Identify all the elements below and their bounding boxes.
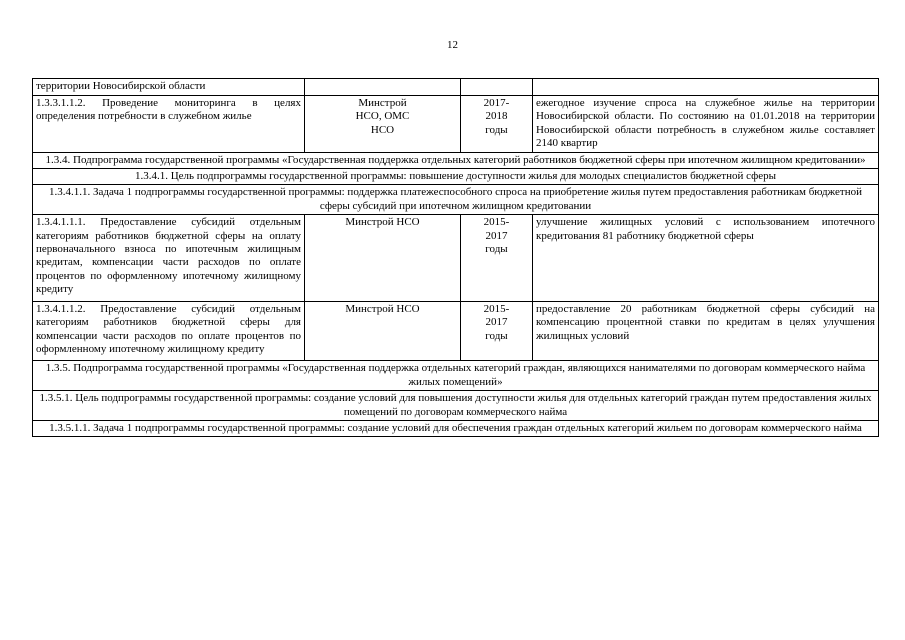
executor-cell: Минстрой НСО [305,215,461,301]
result-cell: ежегодное изучение спроса на служебное жилье на территории Новосибирской области. По состоянию на 01.01.2018 на территории Новосибирской области потребность в служебном жилье составляет 2140 квартир [533,96,879,153]
section-header-row [33,361,879,391]
activity-cell: территории Новосибирской области [33,79,305,96]
term-cell: 2017-2018 годы [461,96,533,153]
activity-cell: 1.3.4.1.1.2. Предоставление субсидий отдельным категориям работников бюджетной сферы для компенсации части расходов по оплате процентов по оформленному ипотечному жилищному кредиту [33,301,305,361]
result-cell: улучшение жилищных условий с использованием ипотечного кредитования 81 работнику бюджетной сферы [533,215,879,301]
section-header-row [33,185,879,215]
task-header: 1.3.5.1.1. Задача 1 подпрограммы государственной программы: создание условий для обеспечения граждан отдельных категорий жильем по договорам коммерческого найма [33,420,879,436]
activity-cell: 1.3.3.1.1.2. Проведение мониторинга в целях определения потребности в служебном жилье [33,96,305,153]
executor-cell [305,79,461,96]
term-cell [461,79,533,96]
activity-cell: 1.3.4.1.1.1. Предоставление субсидий отдельным категориям работников бюджетной сферы на оплату первоначального взноса по ипотечным жилищным кредитам, компенсации части расходов по оплате процентов по оформленному ипотечному жилищному кредиту [33,215,305,301]
task-header: 1.3.4.1.1. Задача 1 подпрограммы государственной программы: поддержка платежеспособного спроса на приобретение жилья путем предоставления работникам бюджетной сферы субсидий при ипотечном жилищном кредитовании [33,185,879,215]
goal-header: 1.3.4.1. Цель подпрограммы государственной программы: повышение доступности жилья для молодых специалистов бюджетной сферы [33,169,879,185]
table-row [33,96,879,153]
program-table [32,78,879,437]
goal-header: 1.3.5.1. Цель подпрограммы государственной программы: создание условий для повышения доступности жилья для отдельных категорий граждан путем предоставления жилых помещений по договорам коммерческого найма [33,391,879,421]
section-header-row [33,420,879,436]
section-header-row [33,391,879,421]
result-cell [533,79,879,96]
result-cell: предоставление 20 работникам бюджетной сферы субсидий на компенсацию процентной ставки по кредитам в целях улучшения жилищных условий [533,301,879,361]
section-header-row [33,152,879,168]
table-row [33,301,879,361]
executor-cell: Минстрой НСО, ОМС НСО [305,96,461,153]
subprogram-header: 1.3.5. Подпрограмма государственной программы «Государственная поддержка отдельных категорий граждан, являющихся нанимателями по договорам коммерческого найма жилых помещений» [33,361,879,391]
term-cell: 2015-2017 годы [461,215,533,301]
executor-cell: Минстрой НСО [305,301,461,361]
page-number: 12 [447,39,458,51]
table-row [33,215,879,301]
subprogram-header: 1.3.4. Подпрограмма государственной программы «Государственная поддержка отдельных категорий работников бюджетной сферы при ипотечном жилищном кредитовании» [33,152,879,168]
table-row [33,79,879,96]
term-cell: 2015-2017 годы [461,301,533,361]
section-header-row [33,169,879,185]
